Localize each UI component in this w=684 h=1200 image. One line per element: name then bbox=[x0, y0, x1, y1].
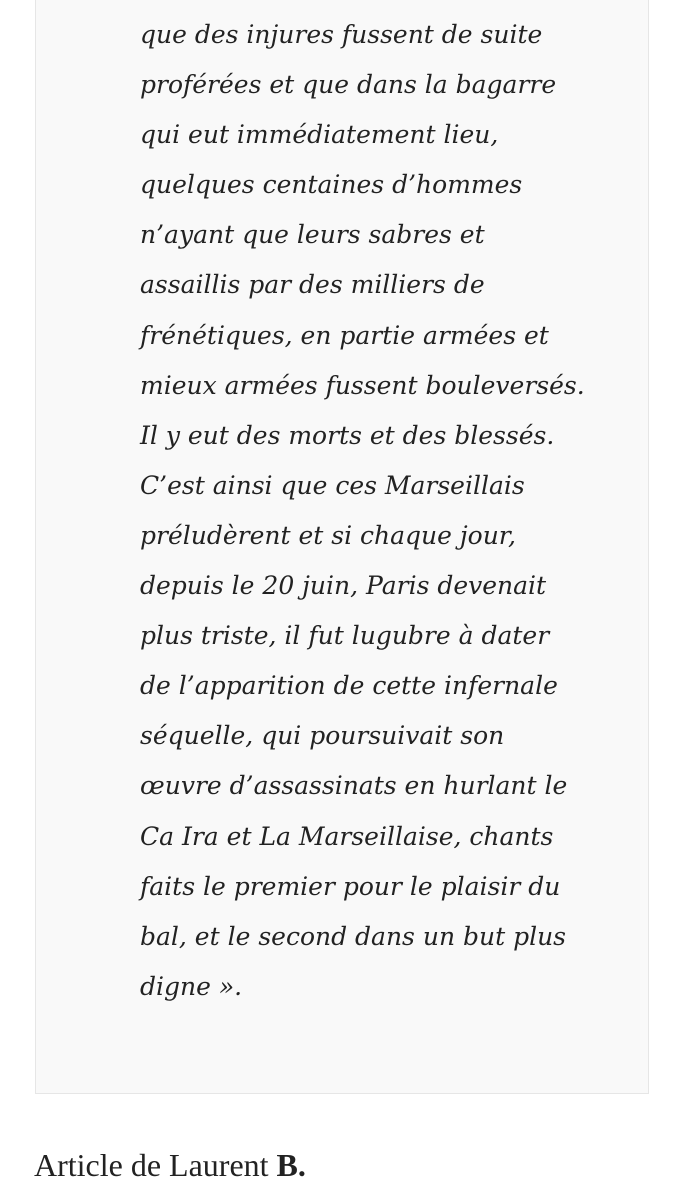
quote-line: Il y eut des morts et des blessés. bbox=[140, 420, 555, 450]
quote-line: mieux armées fussent bouleversés. bbox=[140, 370, 585, 400]
quote-line: qui eut immédiatement lieu, bbox=[140, 120, 499, 150]
quote-line: proférées et que dans la bagarre bbox=[140, 70, 557, 100]
author-initial: B. bbox=[276, 1147, 306, 1183]
quote-line: assaillis par des milliers de bbox=[140, 270, 485, 300]
cropped-previous-line bbox=[140, 0, 614, 2]
quote-line: séquelle, qui poursuivait son bbox=[140, 721, 505, 751]
quote-line: faits le premier pour le plaisir du bbox=[140, 871, 561, 901]
quote-line: que des injures fussent de suite bbox=[140, 20, 543, 49]
quote-line: bal, et le second dans un but plus bbox=[140, 921, 567, 951]
quote-line: Ca Ira et La Marseillaise, chants bbox=[140, 821, 554, 851]
blockquote-text bbox=[140, 10, 614, 1012]
quote-line: quelques centaines d’hommes bbox=[140, 170, 523, 200]
quote-line: digne ». bbox=[140, 971, 243, 1001]
quote-line: depuis le 20 juin, Paris devenait bbox=[140, 571, 547, 601]
quote-line: C’est ainsi que ces Marseillais bbox=[140, 470, 525, 500]
quote-line: de l’apparition de cette infernale bbox=[140, 671, 558, 701]
quote-line: préludèrent et si chaque jour, bbox=[140, 520, 516, 550]
quote-line: n’ayant que leurs sabres et bbox=[140, 220, 485, 250]
quote-line: frénétiques, en partie armées et bbox=[140, 320, 549, 350]
attribution-prefix: Article de Laurent bbox=[34, 1147, 269, 1183]
quote-line: œuvre d’assassinats en hurlant le bbox=[140, 771, 568, 801]
quote-line: plus triste, il fut lugubre à dater bbox=[140, 621, 550, 651]
article-attribution bbox=[34, 1141, 306, 1189]
